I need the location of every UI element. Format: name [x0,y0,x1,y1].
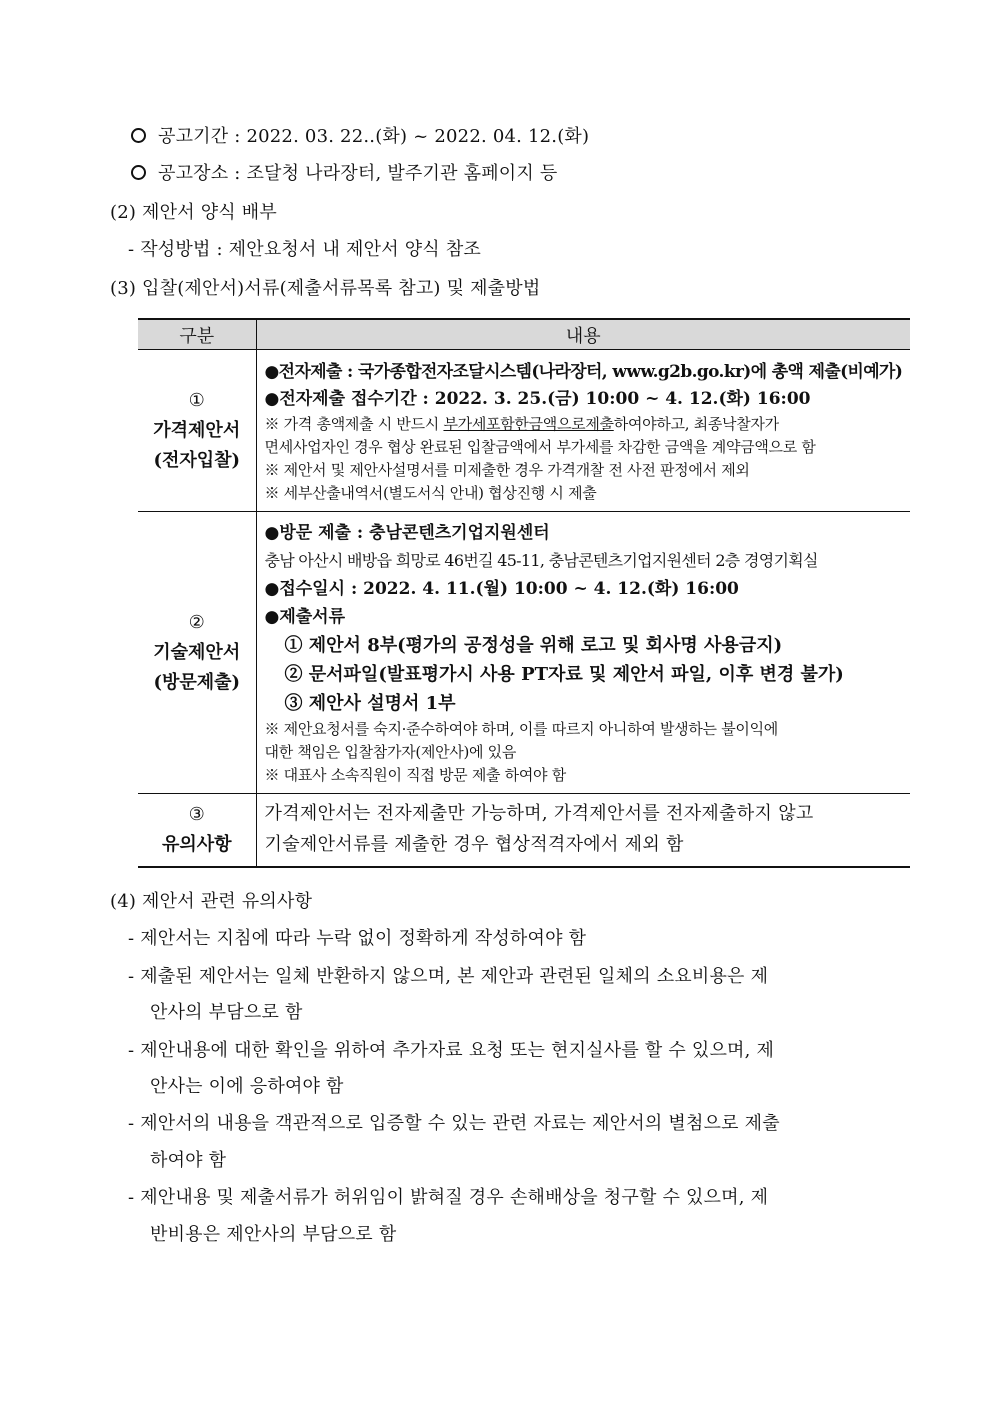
table-row [138,350,910,512]
row-content-notes: 가격제안서는 전자제출만 가능하며, 가격제안서를 전자제출하지 않고 기술제안서류를 제출한 경우 협상적격자에서 제외 함 [256,794,910,868]
header-content: 내용 [256,319,910,350]
row-content-price: ●전자제출 : 국가종합전자조달시스템(나라장터, www.g2b.go.kr)에 총액 제출(비예가) ●전자제출 접수기간 : 2022. 3. 25.(금) 10:00 ~ 4. 12.(화) 16:00 ※ 가격 총액제출 시 반드시 부가세포함한금액으로제출하여야하고, 최종낙찰자가 면세사업자인 경우 협상 완료된 입찰금액에서 부가세를 차감한 금액을 계약금액으로 함 ※ 제안서 및 제안사설명서를 미제출한 경우 가격개찰 전 사전 판정에서 제외 ※ 세부산출내역서(별도서식 안내) 협상진행 시 제출 [256,350,910,512]
list-item: - 제안서는 지침에 따라 누락 없이 정확하게 작성하여야 함 [128,928,587,949]
section-4-title: (4) 제안서 관련 유의사항 [110,891,313,912]
list-item-continued: 안사의 부담으로 함 [150,1002,303,1023]
table-row [138,512,910,794]
circle-bullet-icon [131,165,146,180]
row-label-tech: ② 기술제안서 (방문제출) [138,512,256,794]
row-label-price: ① 가격제안서 (전자입찰) [138,350,256,512]
section-3-title: (3) 입찰(제안서)서류(제출서류목록 참고) 및 제출방법 [110,278,541,299]
list-item: - 제안내용 및 제출서류가 허위임이 밝혀질 경우 손해배상을 청구할 수 있으며, 제 [128,1187,769,1208]
list-item-continued: 안사는 이에 응하여야 함 [150,1076,344,1097]
list-item: - 제안내용에 대한 확인을 위하여 추가자료 요청 또는 현지실사를 할 수 있으며, 제 [128,1040,775,1061]
section-2-item: - 작성방법 : 제안요청서 내 제안서 양식 참조 [128,239,481,260]
list-item-continued: 하여야 함 [150,1150,227,1171]
submission-table [138,318,910,868]
list-item: - 제출된 제안서는 일체 반환하지 않으며, 본 제안과 관련된 일체의 소요비용은 제 [128,966,769,987]
row-content-tech: ●방문 제출 : 충남콘텐츠기업지원센터 충남 아산시 배방읍 희망로 46번길 45-11, 충남콘텐츠기업지원센터 2층 경영기획실 ●접수일시 : 2022. 4. 11.(월) 10:00 ~ 4. 12.(화) 16:00 ●제출서류 ① 제안서 8부(평가의 공정성을 위해 로고 및 회사명 사용금지) ② 문서파일(발표평가시 사용 PT자료 및 제안서 파일, 이후 변경 불가) ③ 제안사 설명서 1부 ※ 제안요청서를 숙지·준수하여야 하며, 이를 따르지 아니하여 발생하는 불이익에 대한 책임은 입찰참가자(제안사)에 있음 ※ 대표사 소속직원이 직접 방문 제출 하여야 함 [256,512,910,794]
circle-bullet-icon [131,128,146,143]
list-item: - 제안서의 내용을 객관적으로 입증할 수 있는 관련 자료는 제안서의 별첨으로 제출 [128,1113,780,1134]
header-category: 구분 [138,319,256,350]
row-label-notes: ③ 유의사항 [138,794,256,868]
table-row [138,794,910,868]
table-header-row [138,319,910,350]
list-item-continued: 반비용은 제안사의 부담으로 함 [150,1224,397,1245]
section-2-title: (2) 제안서 양식 배부 [110,202,277,223]
notice-period: 공고기간 : 2022. 03. 22..(화) ~ 2022. 04. 12.(화) [131,124,589,150]
notice-place: 공고장소 : 조달청 나라장터, 발주기관 홈페이지 등 [131,161,557,187]
